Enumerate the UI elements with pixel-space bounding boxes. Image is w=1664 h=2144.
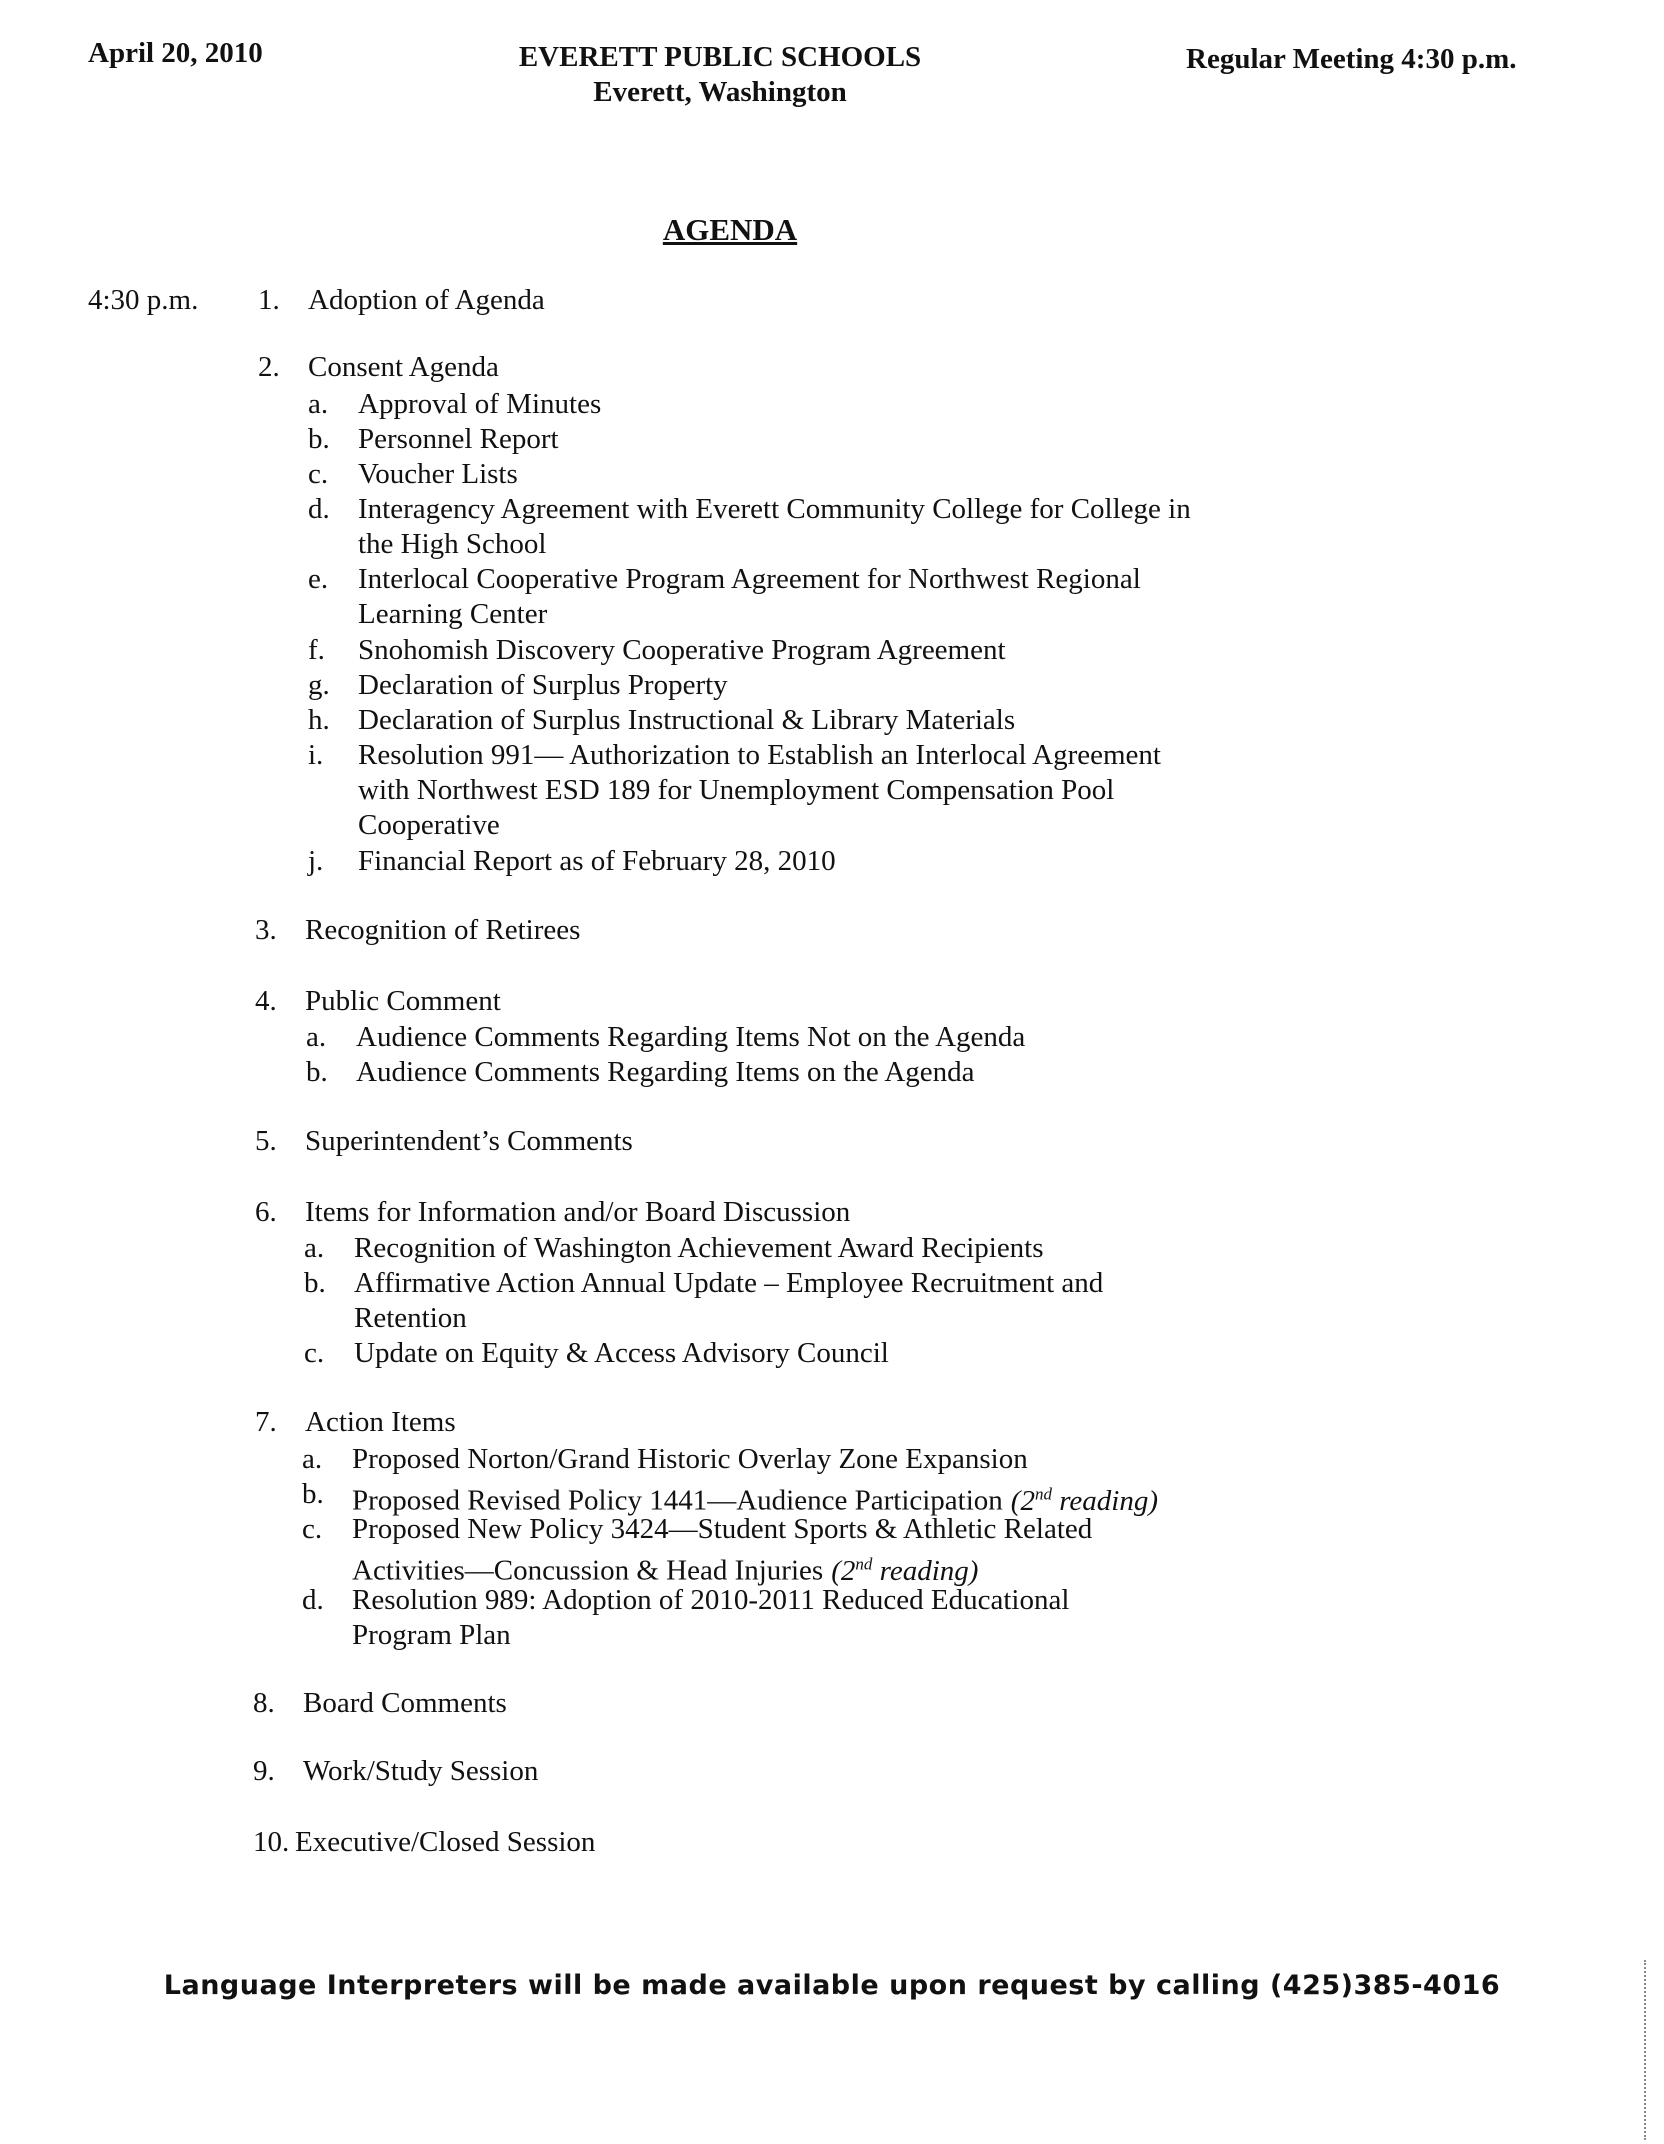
reading-note: (2nd reading): [831, 1554, 979, 1587]
subitem-letter: j.: [308, 845, 324, 877]
subitem-text: Recognition of Washington Achievement Award Recipients: [354, 1232, 1044, 1264]
subitem-text: Voucher Lists: [358, 458, 518, 490]
item-number: 1.: [258, 284, 280, 316]
subitem-letter: a.: [302, 1443, 323, 1475]
subitem-text: Affirmative Action Annual Update – Employee Recruitment and: [354, 1267, 1104, 1299]
subitem-letter: b.: [302, 1478, 324, 1510]
subitem-text: Snohomish Discovery Cooperative Program Agreement: [358, 634, 1006, 666]
meeting-type: Regular Meeting 4:30 p.m.: [1186, 43, 1517, 75]
item-number: 4.: [255, 985, 277, 1017]
subitem-text: Program Plan: [352, 1619, 511, 1651]
page-title: AGENDA: [662, 212, 798, 247]
item-label: Action Items: [305, 1406, 456, 1438]
subitem-letter: f.: [308, 634, 325, 666]
subitem-letter: c.: [308, 458, 329, 490]
subitem-letter: h.: [308, 704, 330, 736]
subitem-letter: b.: [306, 1056, 328, 1088]
start-time: 4:30 p.m.: [88, 284, 199, 316]
subitem-letter: i.: [308, 739, 324, 771]
item-label: Adoption of Agenda: [308, 284, 545, 316]
subitem-letter: c.: [302, 1513, 323, 1545]
item-number: 5.: [255, 1125, 277, 1157]
subitem-letter: b.: [308, 423, 330, 455]
item-label: Superintendent’s Comments: [305, 1125, 633, 1157]
subitem-letter: g.: [308, 669, 330, 701]
subitem-text: Declaration of Surplus Instructional & Library Materials: [358, 704, 1016, 736]
item-number: 8.: [253, 1687, 275, 1719]
subitem-text: Financial Report as of February 28, 2010: [358, 845, 836, 877]
item-number: 7.: [255, 1406, 277, 1438]
subitem-text: Audience Comments Regarding Items on the Agenda: [356, 1056, 975, 1088]
subitem-text: Proposed New Policy 3424—Student Sports & Athletic Related: [352, 1513, 1093, 1545]
subitem-letter: e.: [308, 563, 329, 595]
scan-edge-mark: [1644, 1960, 1648, 2140]
subitem-text: Proposed Revised Policy 1441—Audience Participation (2nd reading): [352, 1484, 1159, 1517]
item-number: 6.: [255, 1196, 277, 1228]
district-location: Everett, Washington: [593, 76, 847, 108]
subitem-text: Activities—Concussion & Head Injuries (2nd reading): [352, 1554, 979, 1587]
subitem-text: the High School: [358, 528, 547, 560]
item-label: Work/Study Session: [303, 1755, 539, 1787]
subitem-text: Resolution 991— Authorization to Establish an Interlocal Agreement: [358, 739, 1161, 771]
district-name: EVERETT PUBLIC SCHOOLS: [518, 41, 922, 73]
meeting-date: April 20, 2010: [88, 37, 263, 69]
subitem-text: Interlocal Cooperative Program Agreement for Northwest Regional: [358, 563, 1141, 595]
subitem-text: Interagency Agreement with Everett Community College for College in: [358, 493, 1191, 525]
subitem-letter: c.: [304, 1337, 325, 1369]
subitem-letter: d.: [302, 1584, 324, 1616]
subitem-letter: a.: [308, 388, 329, 420]
subitem-text: Personnel Report: [358, 423, 559, 455]
item-number: 3.: [255, 914, 277, 946]
subitem-text: Cooperative: [358, 809, 500, 841]
subitem-text: Approval of Minutes: [358, 388, 602, 420]
subitem-text: Declaration of Surplus Property: [358, 669, 728, 701]
subitem-letter: d.: [308, 493, 330, 525]
item-label: Public Comment: [305, 985, 501, 1017]
item-label: Executive/Closed Session: [295, 1826, 596, 1858]
item-label: Consent Agenda: [308, 351, 499, 383]
item-label: Items for Information and/or Board Discussion: [305, 1196, 851, 1228]
reading-note: (2nd reading): [1010, 1484, 1159, 1517]
item-label: Recognition of Retirees: [305, 914, 581, 946]
subitem-letter: a.: [306, 1021, 327, 1053]
subitem-letter: a.: [304, 1232, 325, 1264]
subitem-text: with Northwest ESD 189 for Unemployment Compensation Pool: [358, 774, 1115, 806]
district-header: [400, 40, 1040, 110]
item-number: 10.: [253, 1826, 290, 1858]
subitem-letter: b.: [304, 1267, 326, 1299]
item-label: Board Comments: [303, 1687, 507, 1719]
subitem-text: Update on Equity & Access Advisory Council: [354, 1337, 889, 1369]
subitem-text: Audience Comments Regarding Items Not on the Agenda: [356, 1021, 1026, 1053]
subitem-text: Learning Center: [358, 598, 548, 630]
interpreter-notice: Language Interpreters will be made available upon request by calling (425)385-4016: [163, 1970, 1501, 2001]
subitem-text: Resolution 989: Adoption of 2010-2011 Reduced Educational: [352, 1584, 1070, 1616]
subitem-text: Retention: [354, 1302, 467, 1334]
subitem-text: Proposed Norton/Grand Historic Overlay Zone Expansion: [352, 1443, 1028, 1475]
item-number: 9.: [253, 1755, 275, 1787]
item-number: 2.: [258, 351, 280, 383]
